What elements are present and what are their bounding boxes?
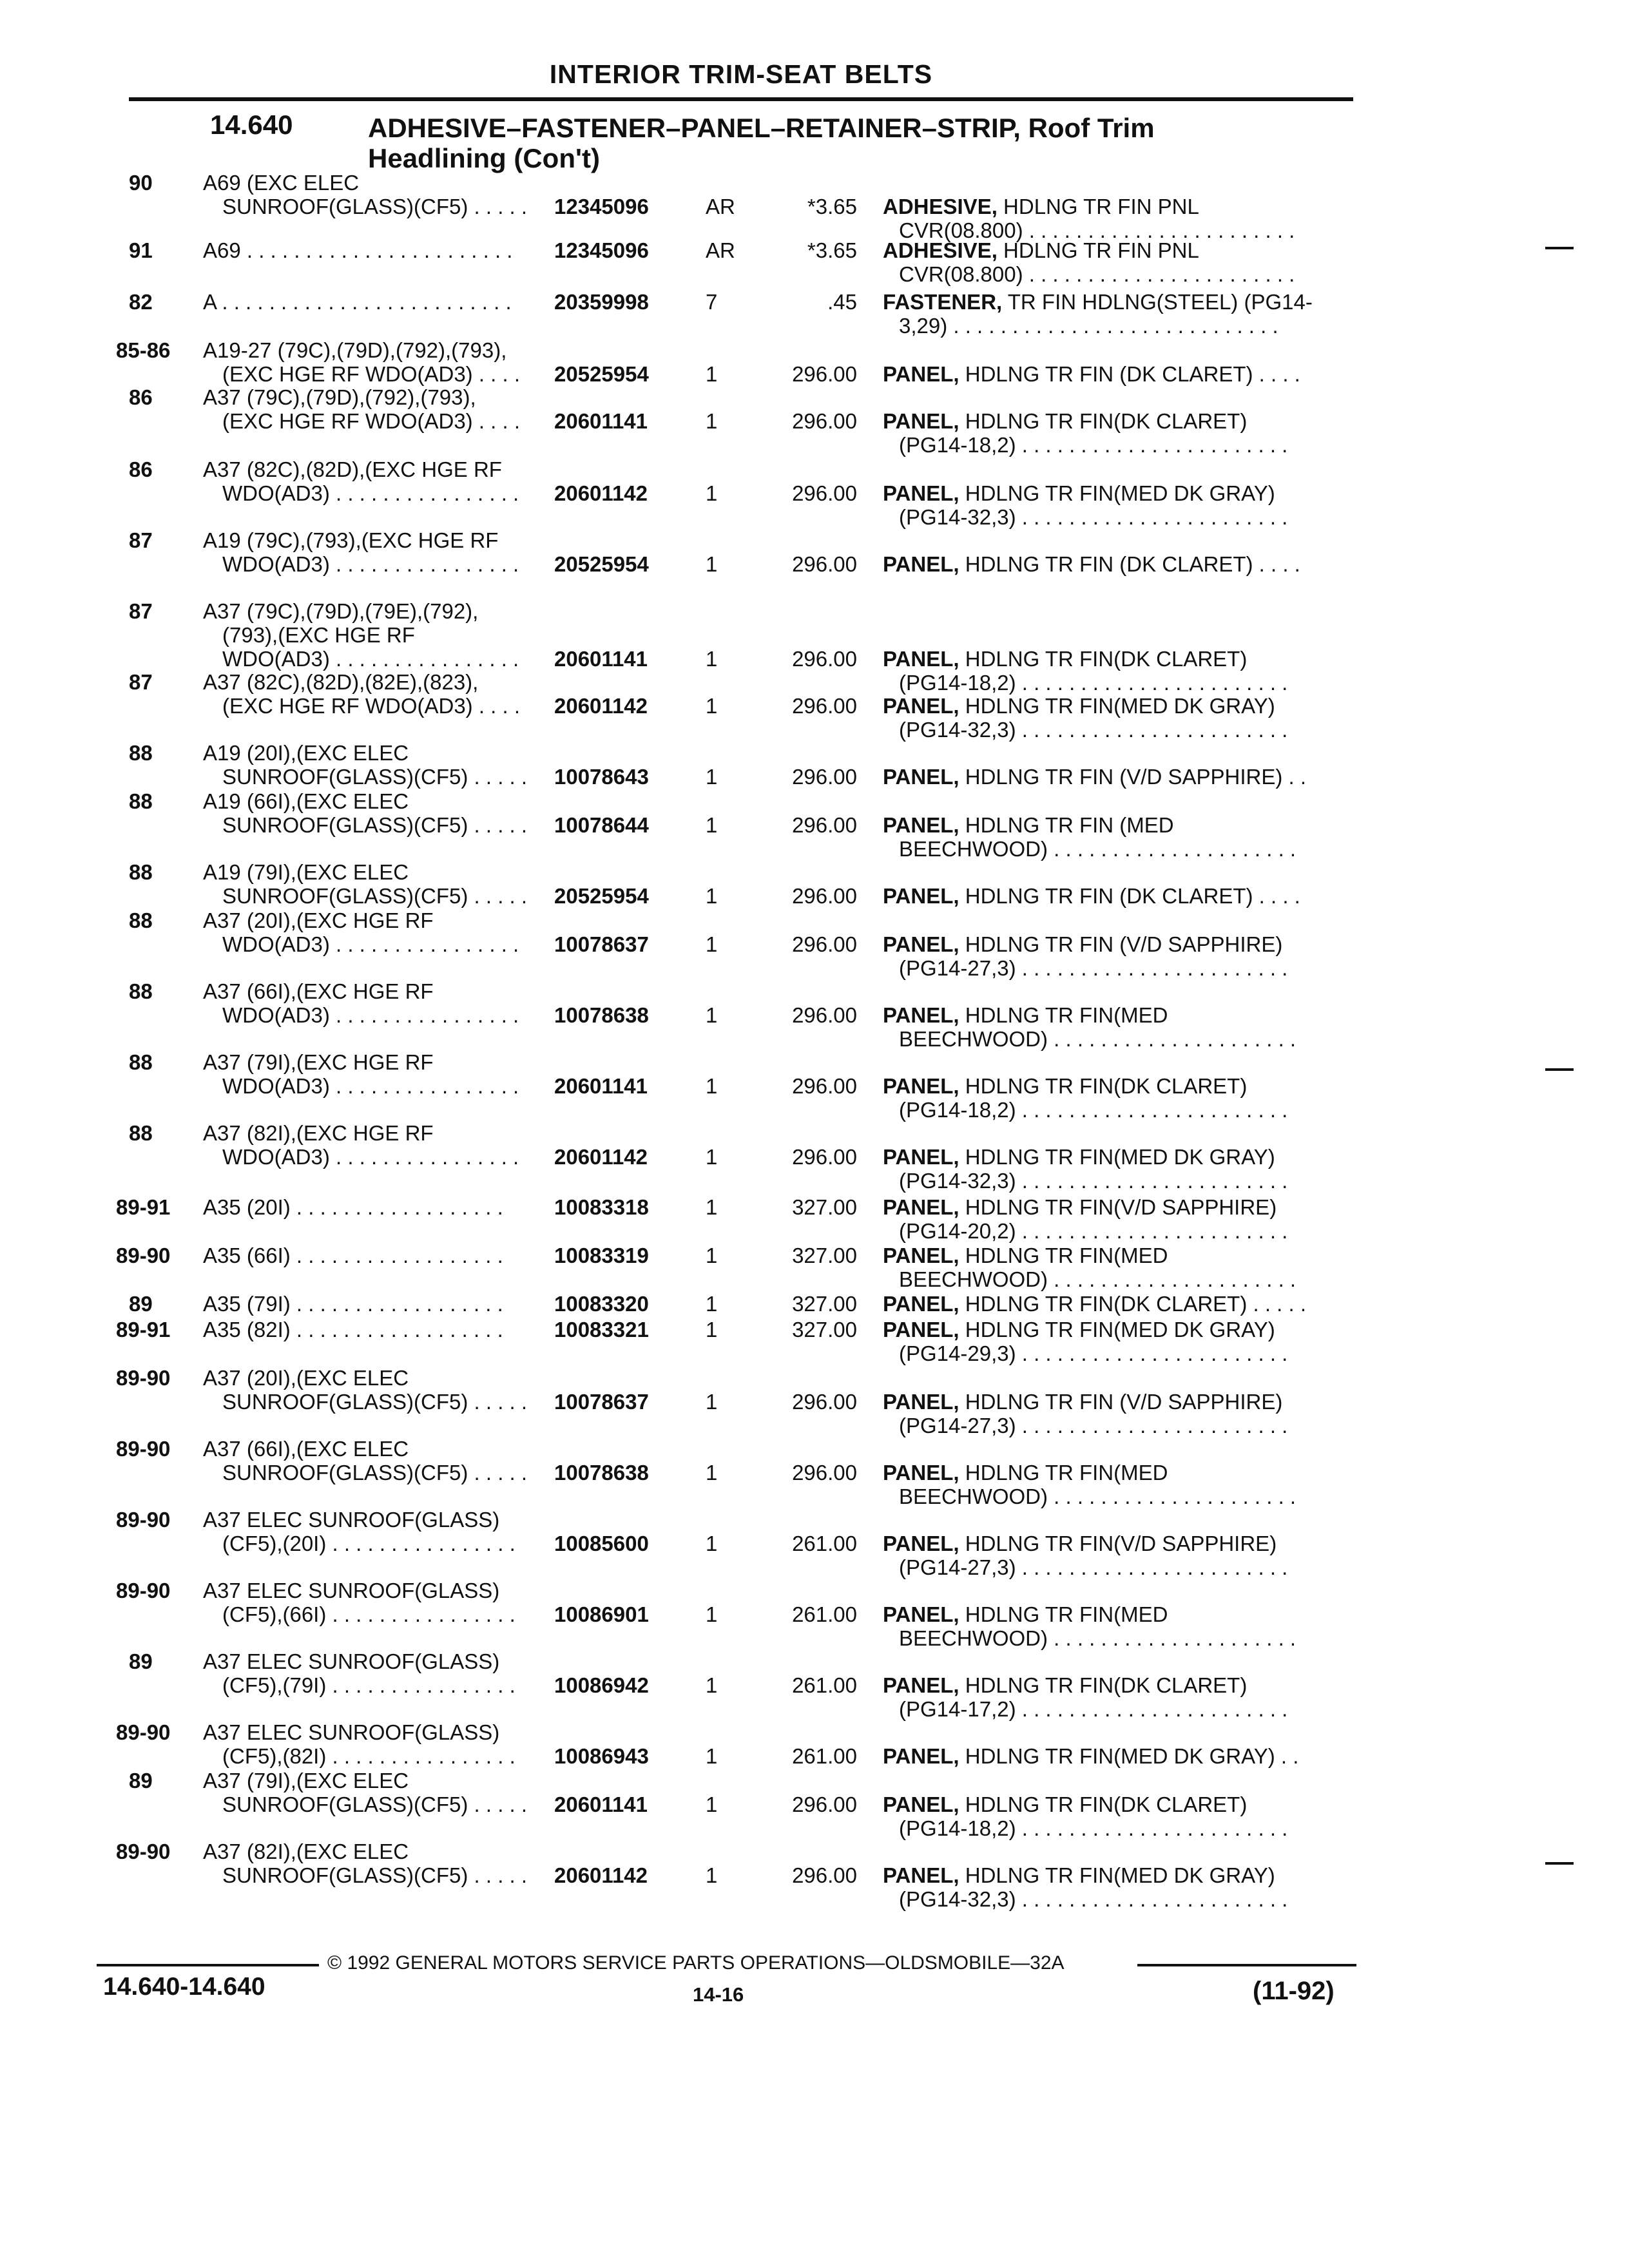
part-description: PANEL, HDLNG TR FIN(MED — [883, 1244, 1168, 1267]
application-line: (EXC HGE RF WDO(AD3) . . . . — [222, 409, 521, 433]
application-line: A35 (66I) . . . . . . . . . . . . . . . . . . — [203, 1244, 503, 1267]
part-description-cont: (PG14-20,2) . . . . . . . . . . . . . . . . . . . . . . . — [899, 1219, 1288, 1243]
price: 327.00 — [792, 1244, 857, 1267]
ref-number: 89-90 — [116, 1244, 171, 1267]
part-description: PANEL, HDLNG TR FIN(DK CLARET) — [883, 409, 1248, 433]
price: 261.00 — [792, 1673, 857, 1697]
part-number: 20601141 — [554, 1074, 648, 1098]
ref-number: 85-86 — [116, 338, 171, 362]
price: 261.00 — [792, 1602, 857, 1626]
ref-number: 89-91 — [116, 1318, 171, 1341]
ref-number: 88 — [129, 1121, 153, 1145]
application-line: A37 (79I),(EXC ELEC — [203, 1769, 409, 1792]
part-number: 10083321 — [554, 1318, 649, 1341]
price: 327.00 — [792, 1195, 857, 1219]
application-line: (793),(EXC HGE RF — [222, 623, 415, 647]
part-description-cont: (PG14-32,3) . . . . . . . . . . . . . . . . . . . . . . . — [899, 505, 1288, 529]
price: 296.00 — [792, 362, 857, 386]
price: 296.00 — [792, 1461, 857, 1485]
footer-date: (11-92) — [1253, 1977, 1335, 2005]
application-line: A35 (79I) . . . . . . . . . . . . . . . . . . — [203, 1292, 503, 1316]
ref-number: 86 — [129, 385, 153, 409]
part-number: 20525954 — [554, 884, 649, 908]
application-line: A37 (82C),(82D),(EXC HGE RF — [203, 457, 502, 481]
ref-number: 89 — [129, 1292, 153, 1316]
quantity: 1 — [706, 1602, 718, 1626]
quantity: 1 — [706, 1318, 718, 1341]
part-number: 20601141 — [554, 409, 648, 433]
application-line: A35 (20I) . . . . . . . . . . . . . . . . . . — [203, 1195, 503, 1219]
margin-mark — [1545, 247, 1574, 249]
part-description-cont: (PG14-17,2) . . . . . . . . . . . . . . . . . . . . . . . — [899, 1697, 1288, 1721]
quantity: AR — [706, 195, 735, 218]
application-line: A37 (79C),(79D),(792),(793), — [203, 385, 476, 409]
ref-number: 82 — [129, 290, 153, 314]
part-description-cont: (PG14-32,3) . . . . . . . . . . . . . . . . . . . . . . . — [899, 1169, 1288, 1193]
price: *3.65 — [807, 195, 857, 218]
ref-number: 89-91 — [116, 1195, 171, 1219]
quantity: 1 — [706, 932, 718, 956]
footer-page-number: 14-16 — [693, 1983, 744, 2006]
price: 296.00 — [792, 884, 857, 908]
part-description: PANEL, HDLNG TR FIN(DK CLARET) — [883, 1792, 1248, 1816]
part-description: PANEL, HDLNG TR FIN (DK CLARET) . . . . — [883, 552, 1300, 576]
quantity: 1 — [706, 884, 718, 908]
application-line: SUNROOF(GLASS)(CF5) . . . . . — [222, 1461, 528, 1485]
application-line: A69 (EXC ELEC — [203, 171, 360, 195]
part-description-cont: 3,29) . . . . . . . . . . . . . . . . . . . . . . . . . . . . — [899, 314, 1278, 338]
part-number: 10085600 — [554, 1532, 649, 1555]
application-line: A37 (82I),(EXC HGE RF — [203, 1121, 434, 1145]
application-line: A37 ELEC SUNROOF(GLASS) — [203, 1579, 500, 1602]
part-number: 10078637 — [554, 932, 649, 956]
part-number: 10086942 — [554, 1673, 649, 1697]
part-number: 10086943 — [554, 1744, 649, 1768]
section-number: 14.640 — [210, 110, 293, 140]
price: 296.00 — [792, 1390, 857, 1414]
part-number: 20601141 — [554, 1792, 648, 1816]
price: 296.00 — [792, 1145, 857, 1169]
application-line: A69 . . . . . . . . . . . . . . . . . . . . . . . — [203, 238, 513, 262]
ref-number: 87 — [129, 670, 153, 694]
quantity: 1 — [706, 1244, 718, 1267]
application-line: SUNROOF(GLASS)(CF5) . . . . . — [222, 884, 528, 908]
price: 327.00 — [792, 1292, 857, 1316]
part-number: 10083319 — [554, 1244, 649, 1267]
footer-rule-right — [1137, 1964, 1356, 1966]
part-description-cont: BEECHWOOD) . . . . . . . . . . . . . . . . . . . . . — [899, 1485, 1296, 1508]
ref-number: 87 — [129, 599, 153, 623]
application-line: (EXC HGE RF WDO(AD3) . . . . — [222, 362, 521, 386]
application-line: A37 ELEC SUNROOF(GLASS) — [203, 1649, 500, 1673]
part-number: 20601142 — [554, 481, 648, 505]
quantity: 1 — [706, 1292, 718, 1316]
price: 296.00 — [792, 647, 857, 671]
price: 296.00 — [792, 932, 857, 956]
price: 296.00 — [792, 1074, 857, 1098]
ref-number: 89-90 — [116, 1366, 171, 1390]
quantity: 1 — [706, 1390, 718, 1414]
ref-number: 88 — [129, 979, 153, 1003]
application-line: SUNROOF(GLASS)(CF5) . . . . . — [222, 813, 528, 837]
part-description: PANEL, HDLNG TR FIN(MED DK GRAY) — [883, 694, 1275, 718]
ref-number: 89-90 — [116, 1720, 171, 1744]
part-description: PANEL, HDLNG TR FIN(V/D SAPPHIRE) — [883, 1195, 1277, 1219]
application-line: (CF5),(66I) . . . . . . . . . . . . . . . . — [222, 1602, 516, 1626]
part-number: 20359998 — [554, 290, 649, 314]
part-description-cont: (PG14-18,2) . . . . . . . . . . . . . . . . . . . . . . . — [899, 1098, 1288, 1122]
application-line: WDO(AD3) . . . . . . . . . . . . . . . . — [222, 481, 519, 505]
ref-number: 88 — [129, 860, 153, 884]
price: 296.00 — [792, 1792, 857, 1816]
application-line: A37 (66I),(EXC ELEC — [203, 1437, 409, 1461]
price: 261.00 — [792, 1744, 857, 1768]
page-title: INTERIOR TRIM-SEAT BELTS — [549, 59, 933, 89]
price: 296.00 — [792, 1003, 857, 1027]
application-line: A37 (82I),(EXC ELEC — [203, 1840, 409, 1863]
application-line: WDO(AD3) . . . . . . . . . . . . . . . . — [222, 1074, 519, 1098]
application-line: SUNROOF(GLASS)(CF5) . . . . . — [222, 1792, 528, 1816]
quantity: 1 — [706, 1792, 718, 1816]
part-description-cont: CVR(08.800) . . . . . . . . . . . . . . . . . . . . . . . — [899, 262, 1295, 286]
application-line: A19 (79I),(EXC ELEC — [203, 860, 409, 884]
section-title: ADHESIVE–FASTENER–PANEL–RETAINER–STRIP, Roof Trim — [368, 113, 1155, 143]
part-description: PANEL, HDLNG TR FIN (V/D SAPPHIRE) . . — [883, 765, 1307, 789]
part-number: 10086901 — [554, 1602, 649, 1626]
part-description: PANEL, HDLNG TR FIN (MED — [883, 813, 1174, 837]
price: 296.00 — [792, 813, 857, 837]
ref-number: 89-90 — [116, 1508, 171, 1532]
application-line: (CF5),(20I) . . . . . . . . . . . . . . . . — [222, 1532, 516, 1555]
ref-number: 89-90 — [116, 1579, 171, 1602]
ref-number: 87 — [129, 528, 153, 552]
application-line: A19 (20I),(EXC ELEC — [203, 741, 409, 765]
part-description-cont: (PG14-27,3) . . . . . . . . . . . . . . . . . . . . . . . — [899, 1414, 1288, 1437]
quantity: 1 — [706, 765, 718, 789]
part-description: PANEL, HDLNG TR FIN(MED — [883, 1461, 1168, 1485]
application-line: WDO(AD3) . . . . . . . . . . . . . . . . — [222, 1145, 519, 1169]
part-description-cont: (PG14-27,3) . . . . . . . . . . . . . . . . . . . . . . . — [899, 956, 1288, 980]
ref-number: 88 — [129, 741, 153, 765]
application-line: A37 (79C),(79D),(79E),(792), — [203, 599, 479, 623]
part-description-cont: CVR(08.800) . . . . . . . . . . . . . . . . . . . . . . . — [899, 218, 1295, 242]
part-description-cont: BEECHWOOD) . . . . . . . . . . . . . . . . . . . . . — [899, 837, 1296, 861]
part-description: PANEL, HDLNG TR FIN(DK CLARET) — [883, 1673, 1248, 1697]
part-description-cont: (PG14-18,2) . . . . . . . . . . . . . . . . . . . . . . . — [899, 1816, 1288, 1840]
price: *3.65 — [807, 238, 857, 262]
part-description-cont: BEECHWOOD) . . . . . . . . . . . . . . . . . . . . . — [899, 1267, 1296, 1291]
application-line: WDO(AD3) . . . . . . . . . . . . . . . . — [222, 647, 519, 671]
ref-number: 89 — [129, 1649, 153, 1673]
quantity: 1 — [706, 1195, 718, 1219]
part-number: 10083318 — [554, 1195, 649, 1219]
part-description: ADHESIVE, HDLNG TR FIN PNL — [883, 238, 1199, 262]
part-description: FASTENER, TR FIN HDLNG(STEEL) (PG14- — [883, 290, 1313, 314]
quantity: 1 — [706, 1744, 718, 1768]
quantity: AR — [706, 238, 735, 262]
application-line: A37 (82C),(82D),(82E),(823), — [203, 670, 479, 694]
quantity: 1 — [706, 1003, 718, 1027]
part-description: PANEL, HDLNG TR FIN(DK CLARET) — [883, 647, 1248, 671]
ref-number: 88 — [129, 789, 153, 813]
quantity: 1 — [706, 1074, 718, 1098]
part-description: PANEL, HDLNG TR FIN (V/D SAPPHIRE) — [883, 932, 1283, 956]
application-line: A37 ELEC SUNROOF(GLASS) — [203, 1720, 500, 1744]
application-line: A37 (20I),(EXC HGE RF — [203, 908, 434, 932]
quantity: 1 — [706, 1532, 718, 1555]
price: 296.00 — [792, 765, 857, 789]
part-description: PANEL, HDLNG TR FIN(MED — [883, 1602, 1168, 1626]
part-number: 20525954 — [554, 362, 649, 386]
ref-number: 91 — [129, 238, 153, 262]
part-number: 12345096 — [554, 195, 649, 218]
price: 327.00 — [792, 1318, 857, 1341]
part-description: PANEL, HDLNG TR FIN(DK CLARET) . . . . . — [883, 1292, 1307, 1316]
part-description: PANEL, HDLNG TR FIN(MED DK GRAY) — [883, 1318, 1275, 1341]
price: 296.00 — [792, 694, 857, 718]
part-number: 10078644 — [554, 813, 649, 837]
part-number: 10078638 — [554, 1461, 649, 1485]
application-line: SUNROOF(GLASS)(CF5) . . . . . — [222, 1390, 528, 1414]
application-line: SUNROOF(GLASS)(CF5) . . . . . — [222, 1863, 528, 1887]
application-line: A . . . . . . . . . . . . . . . . . . . . . . . . . — [203, 290, 512, 314]
part-description-cont: (PG14-18,2) . . . . . . . . . . . . . . . . . . . . . . . — [899, 671, 1288, 695]
part-description: PANEL, HDLNG TR FIN (V/D SAPPHIRE) — [883, 1390, 1283, 1414]
margin-mark — [1545, 1068, 1574, 1071]
part-number: 10078643 — [554, 765, 649, 789]
ref-number: 88 — [129, 1050, 153, 1074]
part-description: PANEL, HDLNG TR FIN (DK CLARET) . . . . — [883, 362, 1300, 386]
application-line: A19-27 (79C),(79D),(792),(793), — [203, 338, 507, 362]
quantity: 1 — [706, 694, 718, 718]
ref-number: 86 — [129, 457, 153, 481]
part-description: PANEL, HDLNG TR FIN (DK CLARET) . . . . — [883, 884, 1300, 908]
part-description: PANEL, HDLNG TR FIN(MED DK GRAY) . . — [883, 1744, 1299, 1768]
part-description: PANEL, HDLNG TR FIN(MED DK GRAY) — [883, 1863, 1275, 1887]
price: 296.00 — [792, 552, 857, 576]
quantity: 1 — [706, 481, 718, 505]
quantity: 1 — [706, 1863, 718, 1887]
footer-copyright: © 1992 GENERAL MOTORS SERVICE PARTS OPERATIONS—OLDSMOBILE—32A — [327, 1952, 1065, 1974]
quantity: 7 — [706, 290, 718, 314]
ref-number: 88 — [129, 908, 153, 932]
quantity: 1 — [706, 1673, 718, 1697]
part-number: 20525954 — [554, 552, 649, 576]
part-description-cont: (PG14-29,3) . . . . . . . . . . . . . . . . . . . . . . . — [899, 1341, 1288, 1365]
quantity: 1 — [706, 362, 718, 386]
application-line: SUNROOF(GLASS)(CF5) . . . . . — [222, 765, 528, 789]
quantity: 1 — [706, 647, 718, 671]
application-line: A37 (79I),(EXC HGE RF — [203, 1050, 434, 1074]
price: 296.00 — [792, 481, 857, 505]
quantity: 1 — [706, 1145, 718, 1169]
part-description: ADHESIVE, HDLNG TR FIN PNL — [883, 195, 1199, 218]
quantity: 1 — [706, 813, 718, 837]
part-description-cont: (PG14-27,3) . . . . . . . . . . . . . . . . . . . . . . . — [899, 1555, 1288, 1579]
part-description: PANEL, HDLNG TR FIN(MED DK GRAY) — [883, 481, 1275, 505]
part-description-cont: (PG14-32,3) . . . . . . . . . . . . . . . . . . . . . . . — [899, 718, 1288, 742]
part-description: PANEL, HDLNG TR FIN(MED — [883, 1003, 1168, 1027]
part-description-cont: BEECHWOOD) . . . . . . . . . . . . . . . . . . . . . — [899, 1027, 1296, 1051]
footer-rule-left — [97, 1964, 319, 1966]
part-description-cont: (PG14-18,2) . . . . . . . . . . . . . . . . . . . . . . . — [899, 433, 1288, 457]
ref-number: 90 — [129, 171, 153, 195]
part-description: PANEL, HDLNG TR FIN(DK CLARET) — [883, 1074, 1248, 1098]
margin-mark — [1545, 1862, 1574, 1865]
application-line: A19 (79C),(793),(EXC HGE RF — [203, 528, 499, 552]
part-number: 20601142 — [554, 1863, 648, 1887]
part-description-cont: (PG14-32,3) . . . . . . . . . . . . . . . . . . . . . . . — [899, 1887, 1288, 1911]
part-number: 10078638 — [554, 1003, 649, 1027]
part-description-cont: BEECHWOOD) . . . . . . . . . . . . . . . . . . . . . — [899, 1626, 1296, 1650]
price: 296.00 — [792, 409, 857, 433]
footer-section-range: 14.640-14.640 — [103, 1973, 265, 2001]
ref-number: 89-90 — [116, 1437, 171, 1461]
part-number: 10078637 — [554, 1390, 649, 1414]
part-number: 20601141 — [554, 647, 648, 671]
application-line: (CF5),(79I) . . . . . . . . . . . . . . . . — [222, 1673, 516, 1697]
application-line: (CF5),(82I) . . . . . . . . . . . . . . . . — [222, 1744, 516, 1768]
application-line: A37 (66I),(EXC HGE RF — [203, 979, 434, 1003]
application-line: A19 (66I),(EXC ELEC — [203, 789, 409, 813]
part-description: PANEL, HDLNG TR FIN(MED DK GRAY) — [883, 1145, 1275, 1169]
application-line: (EXC HGE RF WDO(AD3) . . . . — [222, 694, 521, 718]
part-description: PANEL, HDLNG TR FIN(V/D SAPPHIRE) — [883, 1532, 1277, 1555]
application-line: WDO(AD3) . . . . . . . . . . . . . . . . — [222, 1003, 519, 1027]
part-number: 20601142 — [554, 694, 648, 718]
application-line: A35 (82I) . . . . . . . . . . . . . . . . . . — [203, 1318, 503, 1341]
price: 296.00 — [792, 1863, 857, 1887]
application-line: SUNROOF(GLASS)(CF5) . . . . . — [222, 195, 528, 218]
quantity: 1 — [706, 552, 718, 576]
quantity: 1 — [706, 409, 718, 433]
part-number: 10083320 — [554, 1292, 649, 1316]
quantity: 1 — [706, 1461, 718, 1485]
ref-number: 89 — [129, 1769, 153, 1792]
application-line: WDO(AD3) . . . . . . . . . . . . . . . . — [222, 552, 519, 576]
application-line: A37 ELEC SUNROOF(GLASS) — [203, 1508, 500, 1532]
application-line: WDO(AD3) . . . . . . . . . . . . . . . . — [222, 932, 519, 956]
part-number: 20601142 — [554, 1145, 648, 1169]
section-subtitle: Headlining (Con't) — [368, 143, 600, 173]
price: .45 — [827, 290, 857, 314]
part-number: 12345096 — [554, 238, 649, 262]
application-line: A37 (20I),(EXC ELEC — [203, 1366, 409, 1390]
ref-number: 89-90 — [116, 1840, 171, 1863]
price: 261.00 — [792, 1532, 857, 1555]
